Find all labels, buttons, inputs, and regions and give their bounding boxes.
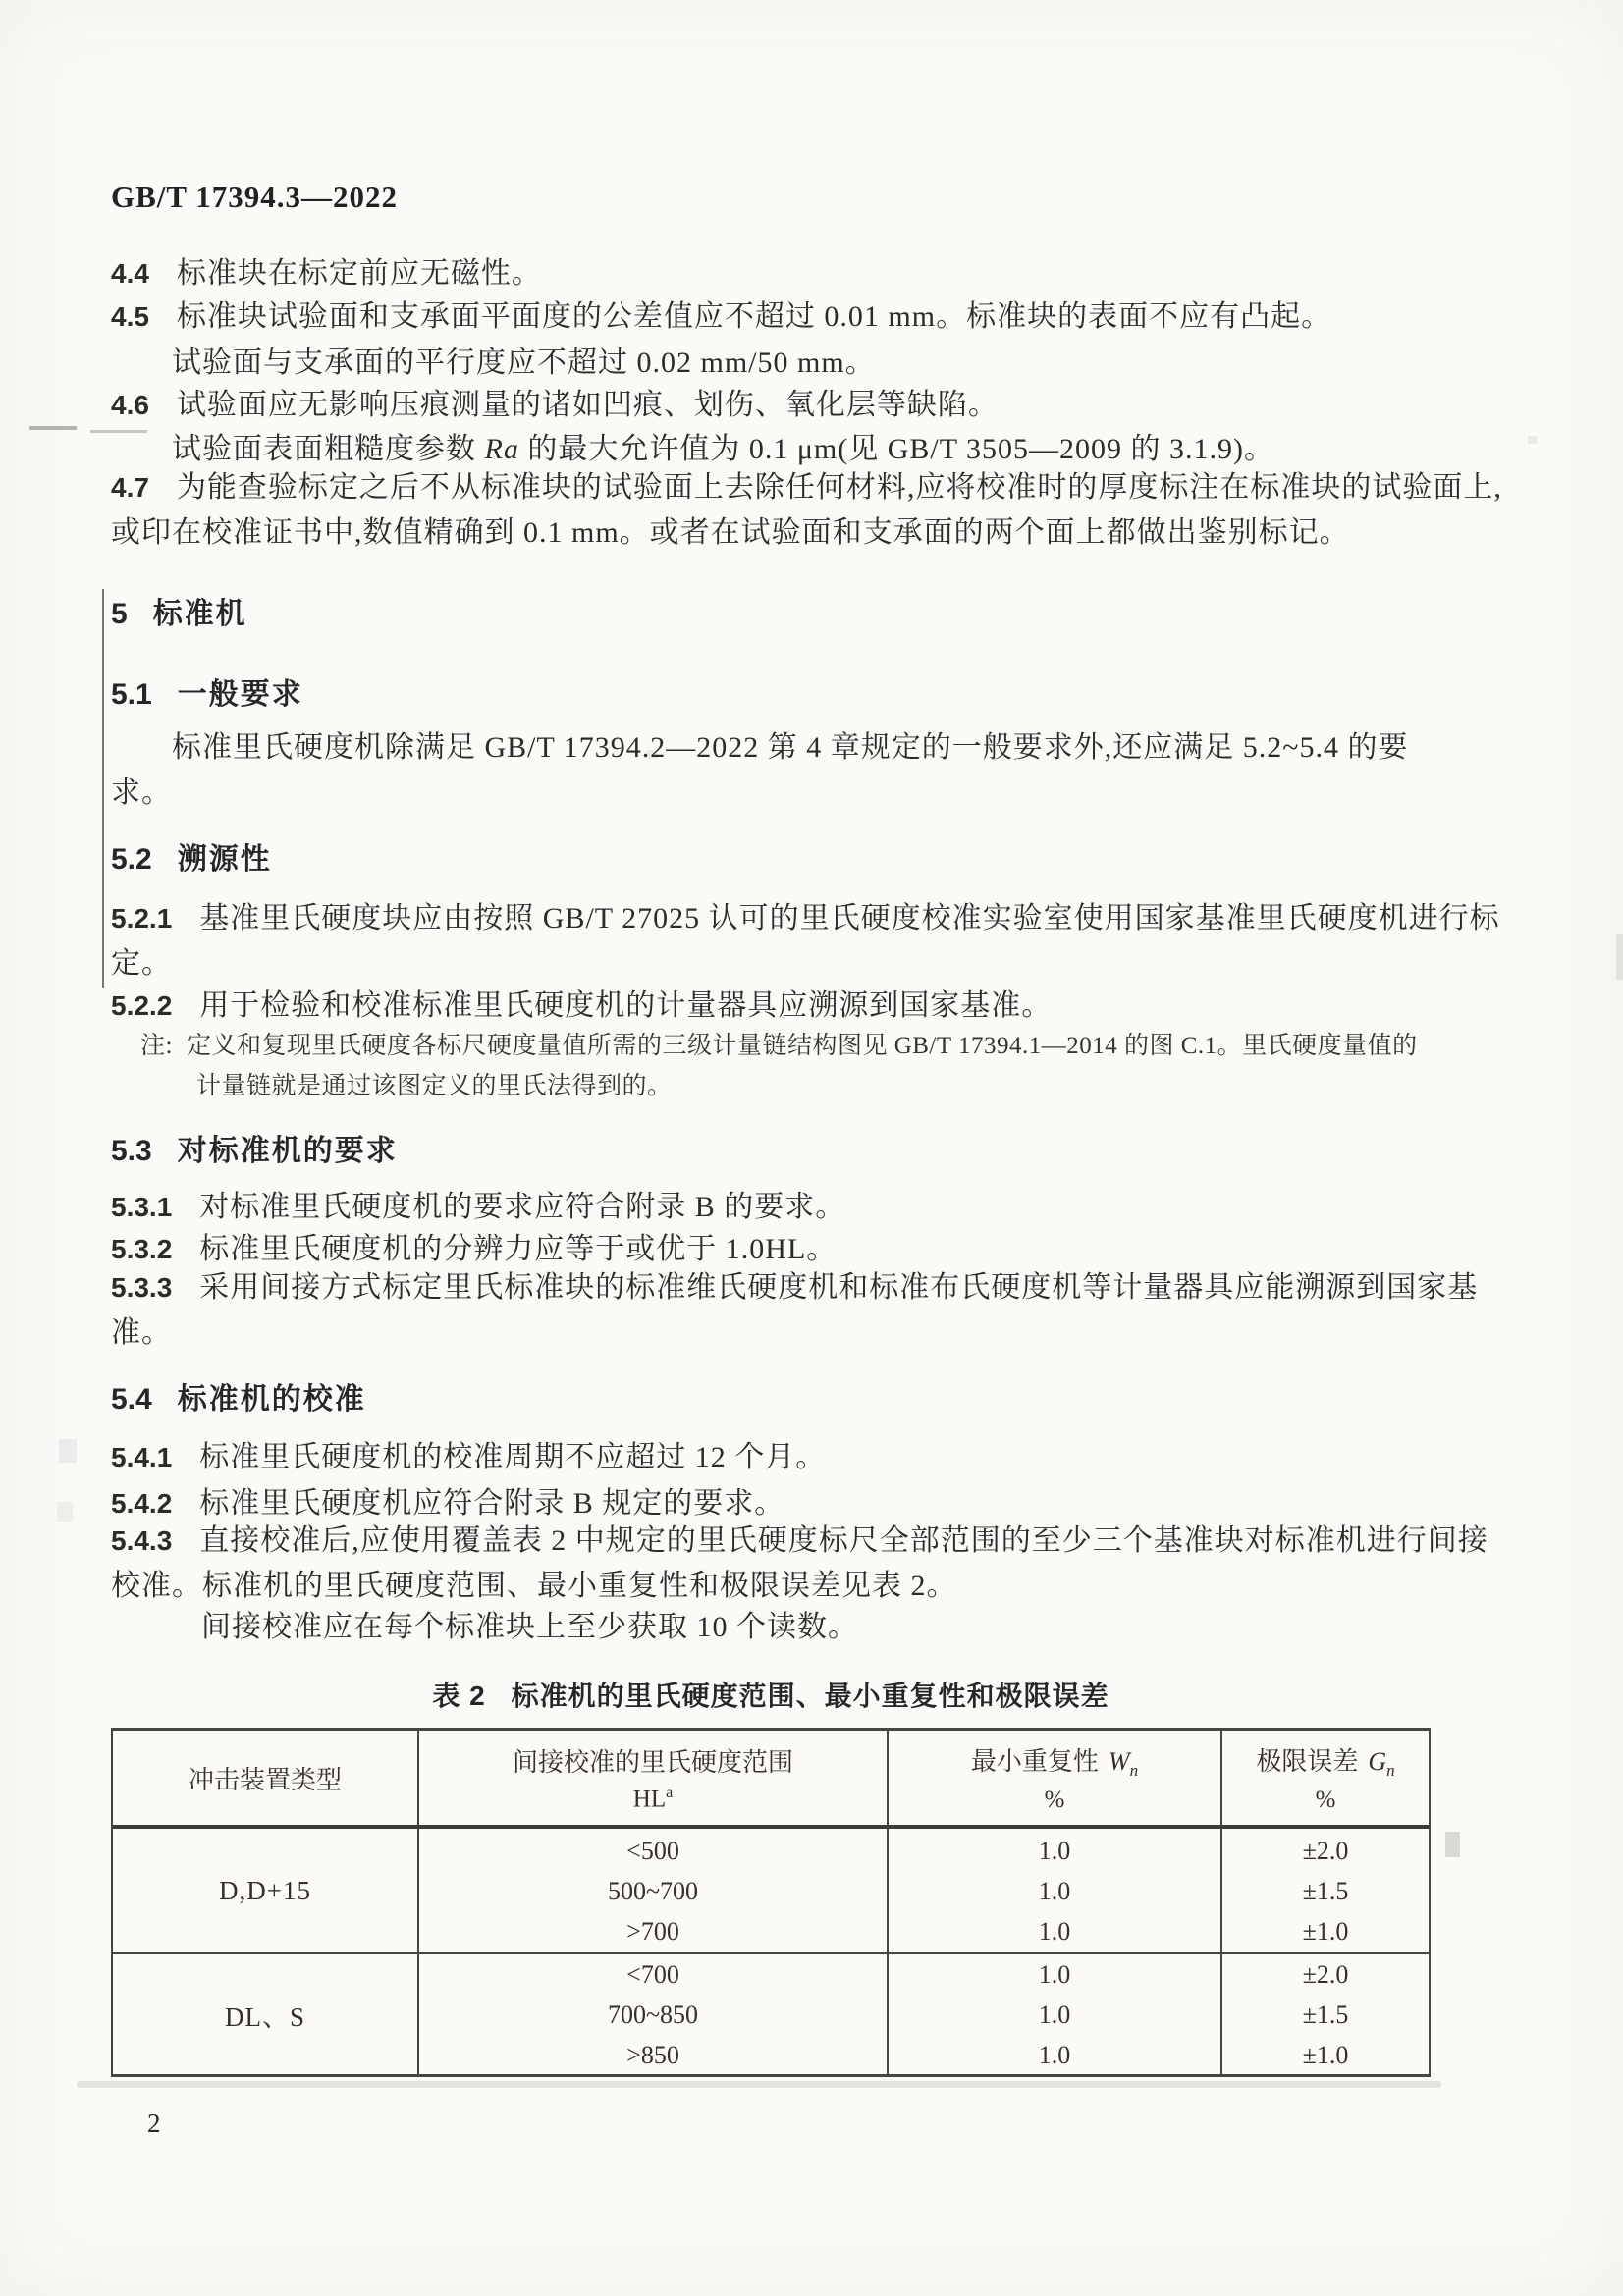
range-value: <700 bbox=[626, 1959, 679, 1989]
clause-4-5-continuation bbox=[111, 341, 1513, 386]
clause-5-2-2 bbox=[111, 984, 1513, 1029]
clause-number: 5.4.3 bbox=[111, 1525, 173, 1556]
repeatability-value: 1.0 bbox=[1038, 2040, 1071, 2069]
paragraph-text: 间接校准应在每个标准块上至少获取 10 个读数。 bbox=[201, 1611, 858, 1643]
clause-5-3-3 bbox=[111, 1265, 1513, 1356]
clause-5-3-1 bbox=[111, 1185, 1513, 1230]
header-text: 间接校准的里氏硬度范围 bbox=[512, 1747, 793, 1777]
clause-text: 试验面表面粗糙度参数 bbox=[172, 433, 485, 465]
clause-text: 直接校准后,应使用覆盖表 2 中规定的里氏硬度标尺全部范围的至少三个基准块对标准机进行间接校准。标准机的里氏硬度范围、最小重复性和极限误差见表 2。 bbox=[111, 1524, 1488, 1602]
heading-title: 标准机的校准 bbox=[177, 1383, 366, 1415]
limit-error-value: ±1.0 bbox=[1302, 1916, 1349, 1946]
clause-number: 5.2.2 bbox=[111, 990, 173, 1021]
repeatability-cell bbox=[889, 1829, 1222, 1952]
heading-number: 5.3 bbox=[111, 1135, 152, 1167]
header-text: 极限误差 $G_n$ bbox=[1256, 1746, 1395, 1781]
clause-number: 5.4.2 bbox=[111, 1488, 173, 1519]
clause-number: 5.3.3 bbox=[111, 1272, 173, 1303]
device-type-cell: D,D+15 bbox=[113, 1829, 419, 1952]
limit-error-value: ±1.5 bbox=[1302, 1876, 1349, 1905]
heading-number: 5.1 bbox=[111, 678, 152, 711]
table-row-group-d bbox=[113, 1829, 1429, 1954]
table-2 bbox=[111, 1728, 1431, 2077]
repeatability-value: 1.0 bbox=[1038, 2000, 1071, 2029]
table-header-limit-error bbox=[1222, 1731, 1429, 1825]
clause-text: 基准里氏硬度块应由按照 GB/T 27025 认可的里氏硬度校准实验室使用国家基准里氏硬度机进行标定。 bbox=[111, 902, 1500, 980]
clause-text: 用于检验和校准标准里氏硬度机的计量器具应溯源到国家基准。 bbox=[199, 989, 1053, 1022]
heading-title: 一般要求 bbox=[177, 678, 303, 711]
note-5-2-2 bbox=[140, 1026, 1434, 1106]
device-type-cell: DL、S bbox=[113, 1954, 419, 2074]
paragraph-text: 标准里氏硬度机除满足 GB/T 17394.2—2022 第 4 章规定的一般要求外,还应满足 5.2~5.4 的要求。 bbox=[111, 731, 1409, 809]
clause-4-7 bbox=[111, 465, 1513, 556]
table-header-row bbox=[113, 1731, 1429, 1829]
clause-5-4-1 bbox=[111, 1435, 1513, 1480]
table-caption-title: 标准机的里氏硬度范围、最小重复性和极限误差 bbox=[511, 1681, 1109, 1711]
clause-text: 试验面与支承面的平行度应不超过 0.02 mm/50 mm。 bbox=[172, 347, 876, 379]
scan-artifact-speck bbox=[1528, 436, 1538, 444]
range-value: 700~850 bbox=[607, 2000, 699, 2029]
table-header-hardness-range bbox=[419, 1731, 889, 1825]
range-value: <500 bbox=[626, 1836, 679, 1865]
symbol-Ra: Ra bbox=[484, 433, 519, 465]
clause-5-4-3 bbox=[111, 1519, 1513, 1609]
note-label: 注: bbox=[140, 1033, 173, 1059]
table-caption-label: 表 2 bbox=[432, 1681, 486, 1711]
clause-number: 5.3.2 bbox=[111, 1234, 173, 1264]
clause-text: 标准里氏硬度机应符合附录 B 规定的要求。 bbox=[199, 1487, 785, 1520]
range-value: >700 bbox=[626, 1916, 679, 1946]
symbol-subscript: n bbox=[1129, 1761, 1139, 1781]
section-5-4-heading bbox=[111, 1374, 366, 1417]
paragraph-5-4-3b bbox=[111, 1605, 1513, 1650]
limit-error-cell bbox=[1222, 1829, 1429, 1952]
clause-5-2-1 bbox=[111, 896, 1513, 987]
heading-number: 5 bbox=[111, 598, 128, 630]
section-5-3-heading bbox=[111, 1126, 398, 1169]
repeatability-cell bbox=[889, 1954, 1222, 2074]
clause-number: 4.7 bbox=[111, 472, 149, 503]
clause-text: 标准里氏硬度机的分辨力应等于或优于 1.0HL。 bbox=[199, 1233, 838, 1265]
table-row-group-dl-s bbox=[113, 1954, 1429, 2074]
repeatability-value: 1.0 bbox=[1038, 1876, 1071, 1905]
clause-number: 5.3.1 bbox=[111, 1192, 173, 1222]
note-text: 定义和复现里氏硬度各标尺硬度量值所需的三级计量链结构图见 GB/T 17394.1—2014 的图 C.1。里氏硬度量值的计量链就是通过该图定义的里氏法得到的。 bbox=[186, 1033, 1418, 1099]
scan-artifact-shadow bbox=[77, 2081, 1441, 2088]
clause-number: 4.4 bbox=[111, 258, 149, 289]
clause-4-6 bbox=[111, 383, 1513, 428]
repeatability-value: 1.0 bbox=[1038, 1836, 1071, 1865]
section-5-1-heading bbox=[111, 669, 303, 713]
scan-artifact-smudge bbox=[57, 1502, 73, 1522]
scan-artifact-dash bbox=[29, 426, 77, 430]
header-text: 冲击装置类型 bbox=[188, 1765, 342, 1794]
section-5-2-heading bbox=[111, 834, 272, 878]
revision-change-bar bbox=[102, 589, 104, 988]
clause-number: 5.4.1 bbox=[111, 1442, 173, 1472]
symbol-W: W bbox=[1108, 1746, 1130, 1776]
clause-text: 为能查验标定之后不从标准块的试验面上去除任何材料,应将校准时的厚度标注在标准块的试验面上,或印在校准证书中,数值精确到 0.1 mm。或者在试验面和支承面的两个面上都做出鉴别标记。 bbox=[111, 471, 1502, 549]
limit-error-value: ±1.5 bbox=[1302, 2000, 1349, 2029]
doc-code: GB/T 17394.3—2022 bbox=[111, 180, 399, 214]
header-unit: % bbox=[1315, 1787, 1336, 1814]
table-2-caption bbox=[111, 1675, 1431, 1714]
footnote-marker: a bbox=[666, 1784, 674, 1801]
range-cell bbox=[419, 1829, 889, 1952]
heading-title: 对标准机的要求 bbox=[177, 1135, 398, 1167]
table-header-min-repeatability bbox=[889, 1731, 1222, 1825]
range-value: 500~700 bbox=[607, 1876, 699, 1905]
repeatability-value: 1.0 bbox=[1038, 1916, 1071, 1946]
clause-number: 4.6 bbox=[111, 390, 149, 420]
clause-4-5 bbox=[111, 294, 1513, 340]
clause-4-4 bbox=[111, 251, 1513, 296]
clause-text: 的最大允许值为 0.1 μm(见 GB/T 3505—2009 的 3.1.9)。 bbox=[518, 433, 1275, 465]
limit-error-cell bbox=[1222, 1954, 1429, 2074]
table-header-device-type bbox=[113, 1731, 419, 1825]
symbol-G: G bbox=[1368, 1746, 1387, 1776]
limit-error-value: ±1.0 bbox=[1302, 2040, 1349, 2069]
scan-artifact-smudge bbox=[59, 1439, 77, 1463]
clause-number: 4.5 bbox=[111, 301, 149, 332]
header-unit: $HL^a$ bbox=[632, 1784, 674, 1813]
heading-number: 5.2 bbox=[111, 843, 152, 876]
scan-artifact-speck bbox=[1616, 934, 1623, 980]
range-value: >850 bbox=[626, 2040, 679, 2069]
header-unit: % bbox=[1044, 1787, 1065, 1814]
heading-title: 溯源性 bbox=[177, 843, 272, 876]
paragraph-5-1 bbox=[111, 725, 1432, 816]
limit-error-value: ±2.0 bbox=[1302, 1959, 1349, 1989]
range-cell bbox=[419, 1954, 889, 2074]
clause-text: 标准块试验面和支承面平面度的公差值应不超过 0.01 mm。标准块的表面不应有凸起。 bbox=[176, 300, 1332, 333]
repeatability-value: 1.0 bbox=[1038, 1959, 1071, 1989]
header-text: 最小重复性 $W_n$ bbox=[970, 1746, 1139, 1781]
section-5-heading bbox=[111, 589, 247, 632]
page-number: 2 bbox=[147, 2109, 161, 2138]
symbol-subscript: n bbox=[1386, 1761, 1395, 1781]
clause-number: 5.2.1 bbox=[111, 903, 173, 934]
heading-number: 5.4 bbox=[111, 1383, 152, 1415]
clause-text: 试验面应无影响压痕测量的诸如凹痕、划伤、氧化层等缺陷。 bbox=[176, 389, 999, 421]
limit-error-value: ±2.0 bbox=[1302, 1836, 1349, 1865]
clause-text: 标准块在标定前应无磁性。 bbox=[176, 257, 542, 290]
clause-text: 采用间接方式标定里氏标准块的标准维氏硬度机和标准布氏硬度机等计量器具应能溯源到国家基准。 bbox=[111, 1271, 1479, 1349]
clause-text: 标准里氏硬度机的校准周期不应超过 12 个月。 bbox=[199, 1441, 827, 1473]
heading-title: 标准机 bbox=[152, 598, 247, 630]
clause-text: 对标准里氏硬度机的要求应符合附录 B 的要求。 bbox=[199, 1191, 846, 1223]
scan-artifact-smudge bbox=[1445, 1832, 1460, 1857]
